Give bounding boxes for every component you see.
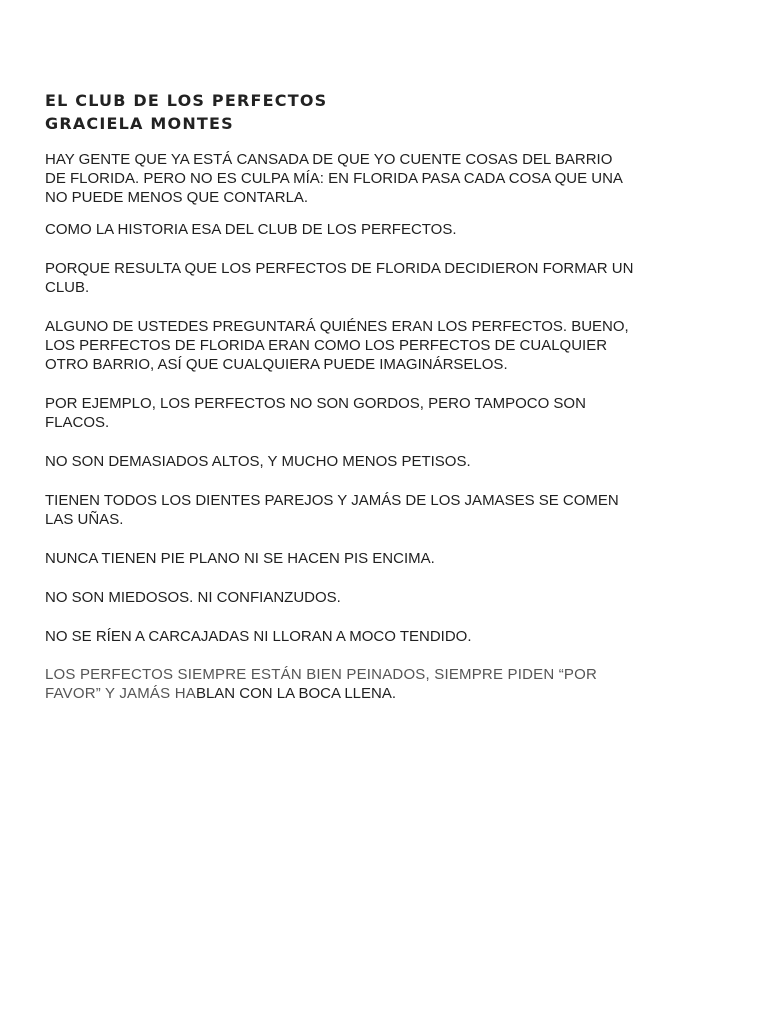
- text-line: PORQUE RESULTA QUE LOS PERFECTOS DE FLORIDA DECIDIERON FORMAR UN: [45, 260, 634, 277]
- text-line: LAS UÑAS.: [45, 511, 124, 528]
- paragraph: [45, 588, 685, 607]
- last-paragraph: [45, 665, 685, 703]
- document-title: EL CLUB DE LOS PERFECTOS: [45, 91, 328, 110]
- text-line: NO SON MIEDOSOS. NI CONFIANZUDOS.: [45, 589, 341, 606]
- text-line: DE FLORIDA. PERO NO ES CULPA MÍA: EN FLORIDA PASA CADA COSA QUE UNA: [45, 170, 623, 187]
- text-line: NO PUEDE MENOS QUE CONTARLA.: [45, 189, 309, 206]
- title-block: [45, 89, 327, 135]
- text-line: CLUB.: [45, 279, 90, 296]
- text-line: ALGUNO DE USTEDES PREGUNTARÁ QUIÉNES ERAN LOS PERFECTOS. BUENO,: [45, 318, 629, 335]
- text-fragment-faded: FAVOR” Y JAMÁS HA: [45, 685, 196, 702]
- document-author: GRACIELA MONTES: [45, 114, 234, 133]
- text-line: TIENEN TODOS LOS DIENTES PAREJOS Y JAMÁS DE LOS JAMASES SE COMEN: [45, 492, 619, 509]
- paragraph: [45, 452, 685, 471]
- text-line: OTRO BARRIO, ASÍ QUE CUALQUIERA PUEDE IMAGINÁRSELOS.: [45, 356, 508, 373]
- text-line: FLACOS.: [45, 414, 110, 431]
- story-text: [45, 150, 685, 703]
- text-line: NUNCA TIENEN PIE PLANO NI SE HACEN PIS ENCIMA.: [45, 550, 435, 567]
- text-line: LOS PERFECTOS DE FLORIDA ERAN COMO LOS PERFECTOS DE CUALQUIER: [45, 337, 608, 354]
- text-line: COMO LA HISTORIA ESA DEL CLUB DE LOS PERFECTOS.: [45, 221, 457, 238]
- text-line: HAY GENTE QUE YA ESTÁ CANSADA DE QUE YO CUENTE COSAS DEL BARRIO: [45, 151, 613, 168]
- paragraph: [45, 491, 685, 529]
- text-line: LOS PERFECTOS SIEMPRE ESTÁN BIEN PEINADOS, SIEMPRE PIDEN “POR: [45, 666, 598, 683]
- paragraph: [45, 150, 685, 207]
- text-fragment-dark: BLAN CON LA BOCA LLENA.: [195, 685, 397, 702]
- text-line: NO SON DEMASIADOS ALTOS, Y MUCHO MENOS PETISOS.: [45, 453, 471, 470]
- text-line: POR EJEMPLO, LOS PERFECTOS NO SON GORDOS, PERO TAMPOCO SON: [45, 395, 586, 412]
- paragraph: [45, 394, 685, 432]
- paragraph: [45, 259, 685, 297]
- paragraph: [45, 549, 685, 568]
- paragraph: [45, 317, 685, 374]
- paragraph: [45, 627, 685, 646]
- paragraph: [45, 220, 685, 239]
- text-line: NO SE RÍEN A CARCAJADAS NI LLORAN A MOCO TENDIDO.: [45, 628, 472, 645]
